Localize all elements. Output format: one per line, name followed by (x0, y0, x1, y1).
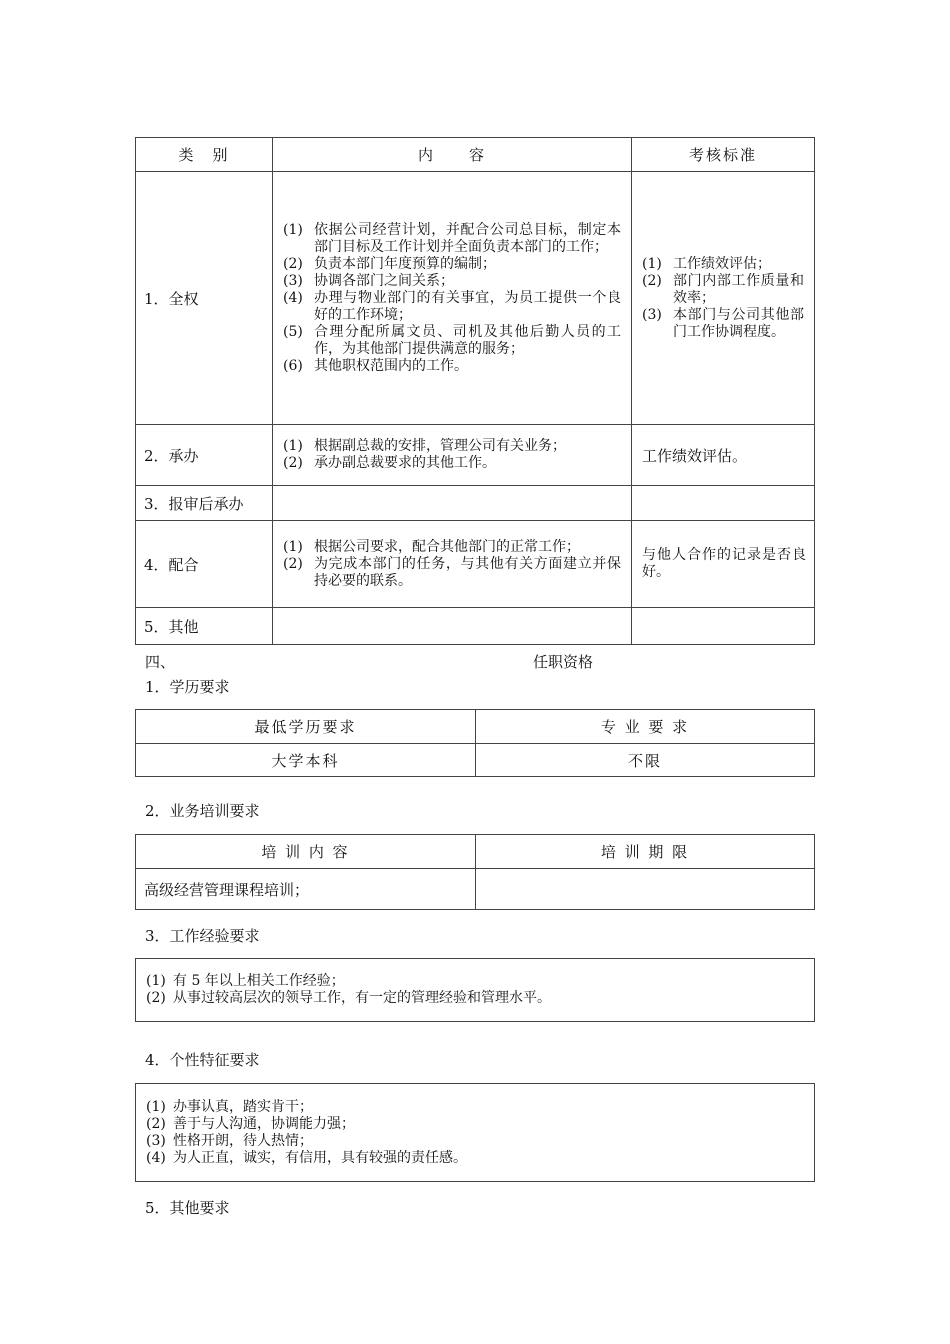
education-major-value: 不限 (476, 744, 815, 777)
list-item: (3) 本部门与公司其他部门工作协调程度。 (642, 306, 804, 340)
experience-heading: 3．工作经验要求 (145, 927, 260, 945)
section-title: 任职资格 (533, 653, 594, 671)
list-item: (1) 有 5 年以上相关工作经验； (146, 973, 345, 989)
row-category: 1．全权 (136, 172, 273, 425)
list-item: (3) 性格开朗，待人热情； (146, 1132, 313, 1149)
table-row (136, 172, 815, 425)
row-content (273, 425, 632, 486)
row-standard: 与他人合作的记录是否良好。 (632, 521, 815, 608)
header-category: 类 别 (136, 138, 273, 172)
duty-table (135, 137, 815, 645)
list-item: (2) 承办副总裁要求的其他工作。 (283, 455, 496, 471)
education-min-value: 大学本科 (136, 744, 476, 777)
training-content-value: 高级经营管理课程培训； (136, 869, 476, 910)
row-category: 5．其他 (136, 608, 273, 645)
list-item: (1) 办事认真，踏实肯干； (146, 1098, 313, 1115)
education-heading: 1．学历要求 (145, 678, 230, 696)
experience-box (135, 958, 815, 1022)
section-number: 四、 (145, 653, 176, 671)
table-row (136, 486, 815, 521)
table-row (136, 425, 815, 486)
training-header-period: 培 训 期 限 (476, 835, 815, 869)
list-item: (1) 根据公司要求，配合其他部门的正常工作； (283, 538, 580, 555)
row-category: 4．配合 (136, 521, 273, 608)
list-item: (4) 为人正直，诚实，有信用，具有较强的责任感。 (146, 1149, 467, 1166)
training-header-content: 培 训 内 容 (136, 835, 476, 869)
row-content (273, 608, 632, 645)
header-standard: 考核标准 (632, 138, 815, 172)
list-item: (4) 办理与物业部门的有关事宜，为员工提供一个良好的工作环境； (283, 289, 621, 323)
row-content (273, 521, 632, 608)
list-item: (6) 其他职权范围内的工作。 (283, 357, 468, 374)
list-item: (1) 根据副总裁的安排，管理公司有关业务； (283, 438, 566, 454)
list-item: (3) 协调各部门之间关系； (283, 272, 454, 289)
table-row (136, 608, 815, 645)
training-table (135, 834, 815, 910)
education-header-major: 专 业 要 求 (476, 710, 815, 744)
row-category: 2．承办 (136, 425, 273, 486)
row-content (273, 172, 632, 425)
education-header-min: 最低学历要求 (136, 710, 476, 744)
other-heading: 5．其他要求 (145, 1199, 230, 1217)
duty-table-header (136, 138, 815, 172)
list-item: (1) 工作绩效评估； (642, 255, 771, 272)
row-category: 3．报审后承办 (136, 486, 273, 521)
row-standard: 工作绩效评估。 (632, 425, 815, 486)
list-item: (2) 部门内部工作质量和效率； (642, 272, 804, 306)
row-content (273, 486, 632, 521)
row-standard (632, 486, 815, 521)
personality-box (135, 1083, 815, 1182)
table-row (136, 521, 815, 608)
row-standard (632, 608, 815, 645)
list-item: (2) 负责本部门年度预算的编制； (283, 255, 496, 272)
education-table (135, 709, 815, 777)
list-item: (2) 从事过较高层次的领导工作，有一定的管理经验和管理水平。 (146, 990, 551, 1006)
list-item: (5) 合理分配所属文员、司机及其他后勤人员的工作，为其他部门提供满意的服务； (283, 323, 621, 357)
training-heading: 2．业务培训要求 (145, 802, 260, 820)
training-period-value (476, 869, 815, 910)
personality-heading: 4．个性特征要求 (145, 1051, 260, 1069)
list-item: (1) 依据公司经营计划，并配合公司总目标，制定本部门目标及工作计划并全面负责本部门的工作； (283, 221, 621, 255)
row-standard (632, 172, 815, 425)
list-item: (2) 善于与人沟通，协调能力强； (146, 1115, 355, 1132)
header-content: 内 容 (273, 138, 632, 172)
list-item: (2) 为完成本部门的任务，与其他有关方面建立并保持必要的联系。 (283, 555, 621, 589)
